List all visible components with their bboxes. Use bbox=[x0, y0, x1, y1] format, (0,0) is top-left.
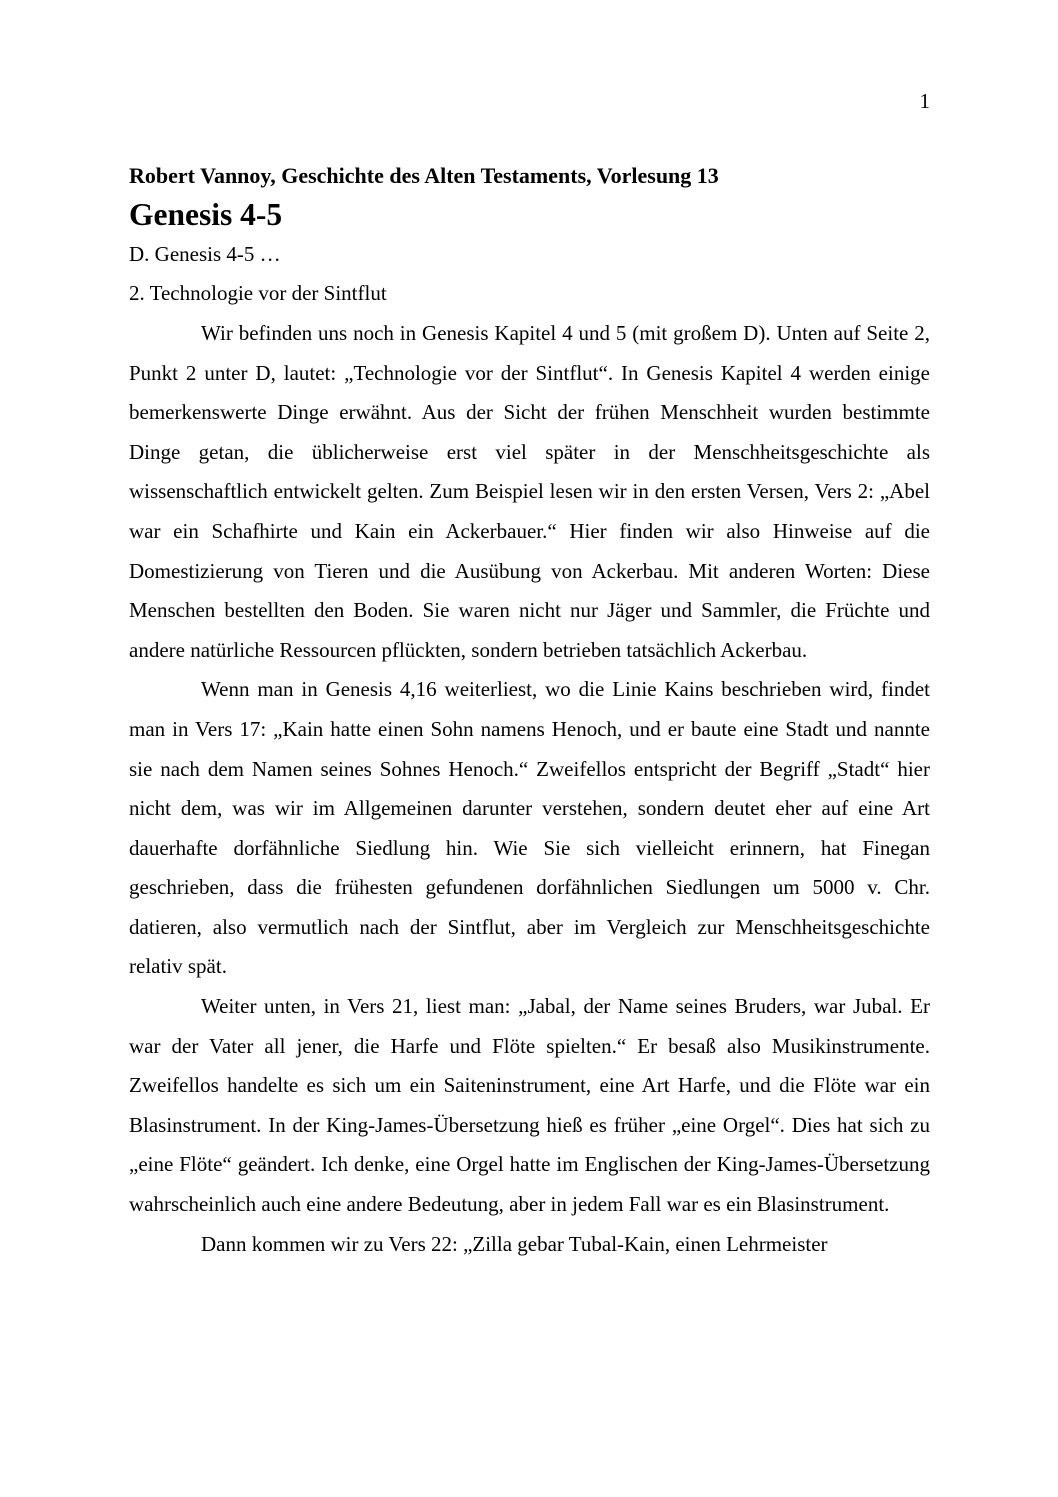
outline-line: D. Genesis 4-5 … bbox=[129, 241, 281, 266]
topic-line: 2. Technologie vor der Sintflut bbox=[129, 281, 387, 306]
body-paragraph-3: Weiter unten, in Vers 21, liest man: „Jabal, der Name seines Bruders, war Jubal. Er war der Vater all jener, die Harfe und Flöte spielten.“ Er besaß also Musikinstrumente. Zweifellos handelte es sich um ein Saiteninstrument, eine Art Harfe, und die Flöte war ein Blasinstrument. In der King-James-Übersetzung hieß es früher „eine Orgel“. Dies hat sich zu „eine Flöte“ geändert. Ich denke, eine Orgel hatte im Englischen der King-James-Übersetzung wahrscheinlich auch eine andere Bedeutung, aber in jedem Fall war es ein Blasinstrument. bbox=[129, 994, 930, 1217]
page-number: 1 bbox=[919, 89, 930, 113]
section-heading: Genesis 4-5 bbox=[129, 197, 283, 233]
body-paragraph-4: Dann kommen wir zu Vers 22: „Zilla gebar Tubal-Kain, einen Lehrmeister bbox=[201, 1231, 828, 1256]
document-title: Robert Vannoy, Geschichte des Alten Testaments, Vorlesung 13 bbox=[129, 162, 719, 188]
body-paragraph-2: Wenn man in Genesis 4,16 weiterliest, wo die Linie Kains beschrieben wird, findet man in Vers 17: „Kain hatte einen Sohn namens Henoch, und er baute eine Stadt und nannte sie nach dem Namen seines Sohnes Henoch.“ Zweifellos entspricht der Begriff „Stadt“ hier nicht dem, was wir im Allgemeinen darunter verstehen, sondern deutet eher auf eine Art dauerhafte dorfähnliche Siedlung hin. Wie Sie sich vielleicht erinnern, hat Finegan geschrieben, dass die frühesten gefundenen dorfähnlichen Siedlungen um 5000 v. Chr. datieren, also vermutlich nach der Sintflut, aber im Vergleich zur Menschheitsgeschichte relativ spät. bbox=[129, 677, 930, 979]
body-paragraph-1: Wir befinden uns noch in Genesis Kapitel 4 und 5 (mit großem D). Unten auf Seite 2, Punkt 2 unter D, lautet: „Technologie vor der Sintflut“. In Genesis Kapitel 4 werden einige bemerkenswerte Dinge erwähnt. Aus der Sicht der frühen Menschheit wurden bestimmte Dinge getan, die üblicherweise erst viel später in der Menschheitsgeschichte als wissenschaftlich entwickelt gelten. Zum Beispiel lesen wir in den ersten Versen, Vers 2: „Abel war ein Schafhirte und Kain ein Ackerbauer.“ Hier finden wir also Hinweise auf die Domestizierung von Tieren und die Ausübung von Ackerbau. Mit anderen Worten: Diese Menschen bestellten den Boden. Sie waren nicht nur Jäger und Sammler, die Früchte und andere natürliche Ressourcen pflückten, sondern betrieben tatsächlich Ackerbau. bbox=[129, 320, 930, 662]
